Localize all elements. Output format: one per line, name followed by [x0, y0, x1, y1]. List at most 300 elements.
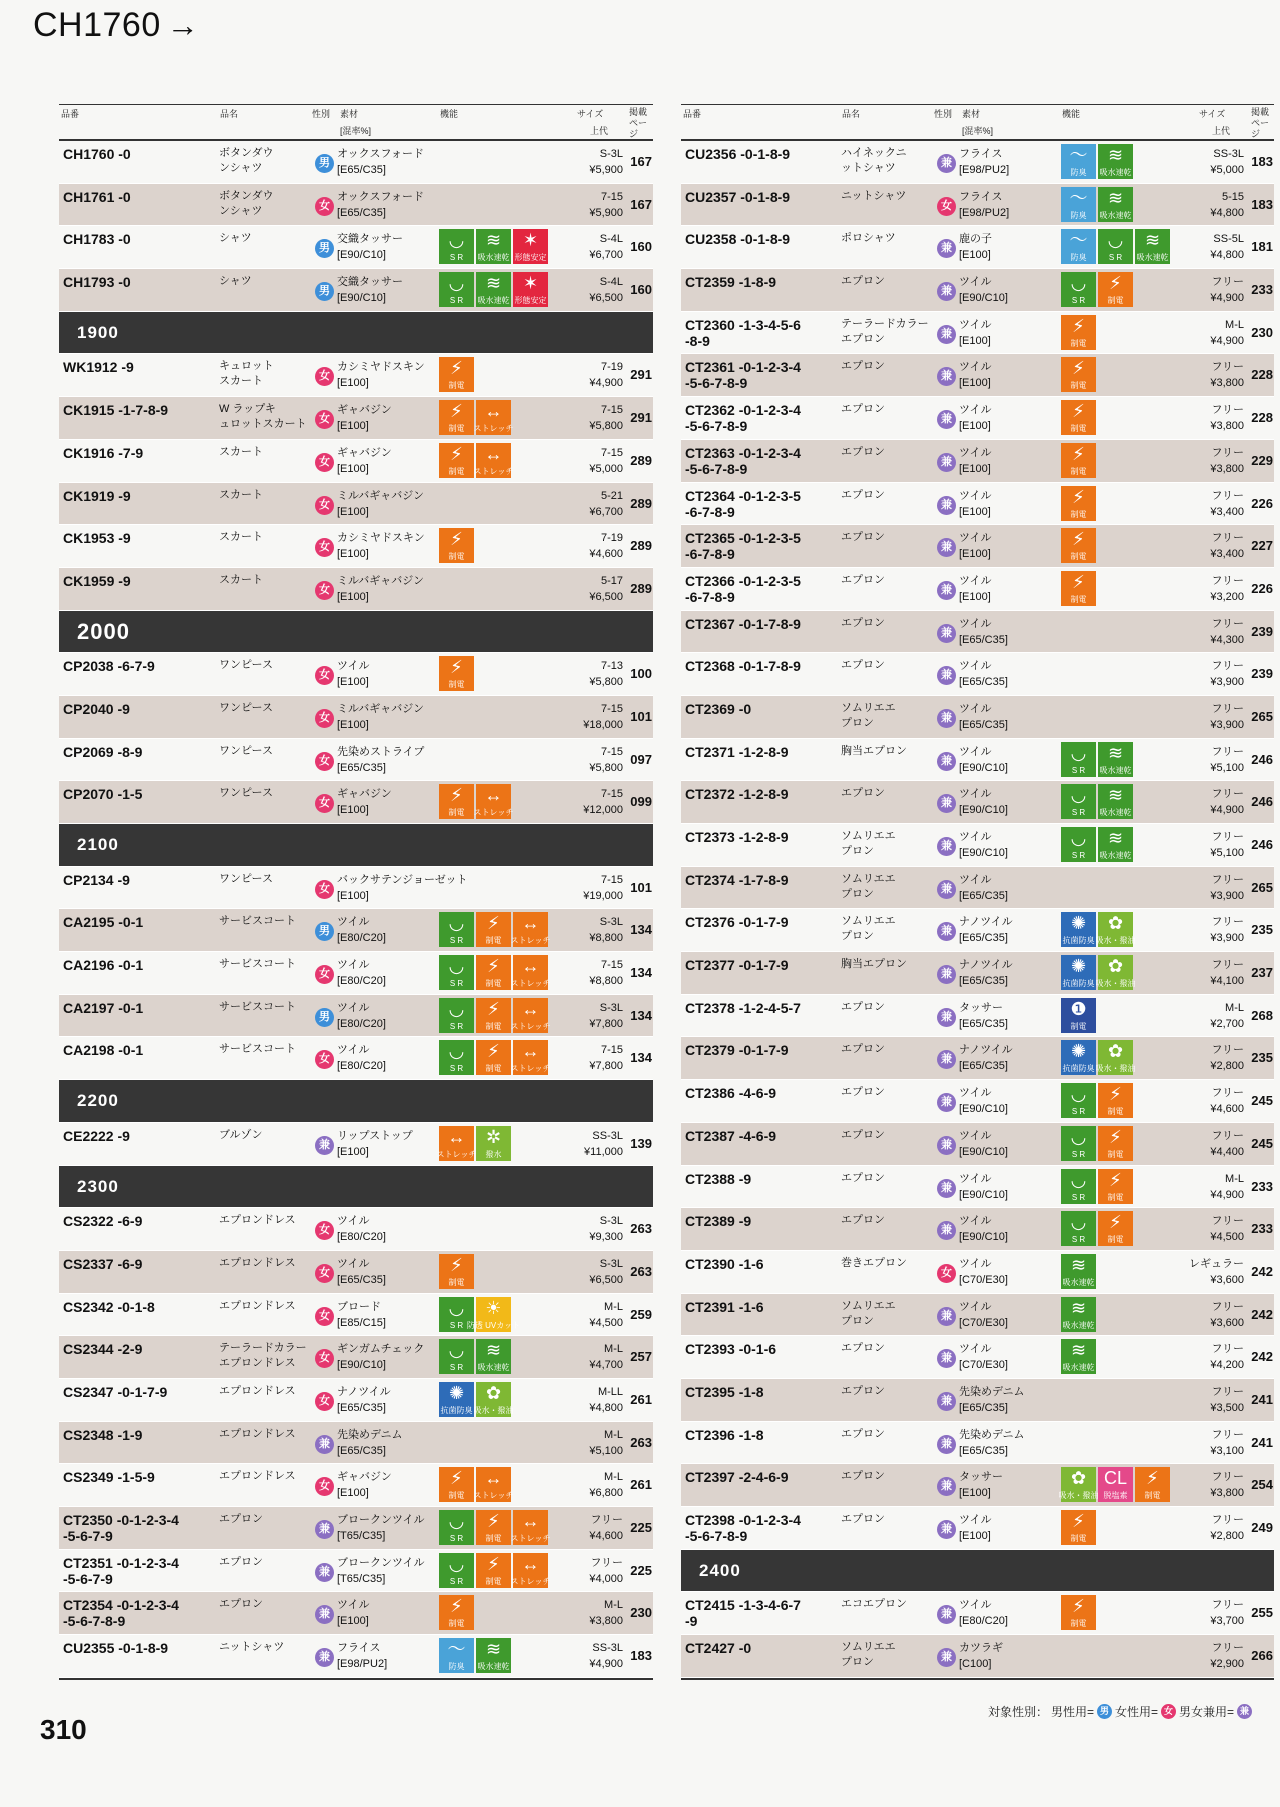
material: ツイル [E90/C10]	[959, 831, 1008, 859]
function-sr-icon	[1061, 827, 1096, 862]
product-code: CT2350 -0-1-2-3-4 -5-6-7-9	[63, 1512, 179, 1544]
unisex-icon: 兼	[937, 1520, 956, 1539]
icon-label: 吸水速乾	[1136, 253, 1169, 263]
table-row	[681, 184, 1274, 227]
catalog-page: 229	[1251, 452, 1273, 468]
function-sd-icon	[476, 1510, 511, 1545]
icon-symbol: ◡	[448, 956, 465, 977]
table-row	[681, 611, 1274, 654]
product-name: エプロン	[841, 531, 885, 544]
icon-symbol: ◡	[1107, 230, 1124, 251]
gender-badge	[315, 495, 334, 515]
size-price: 5-17 ¥6,500	[589, 574, 623, 603]
icon-symbol: ⚡	[1109, 1169, 1122, 1190]
size-price: フリー ¥3,900	[1210, 873, 1244, 902]
gender-badge	[937, 452, 956, 472]
size-price: フリー ¥2,800	[1210, 1514, 1244, 1542]
icon-symbol: ≋	[1107, 828, 1124, 848]
legend-label: 対象性別：	[987, 1705, 1048, 1719]
material: ツイル [E90/C10]	[959, 276, 1008, 305]
product-name: エプロン	[841, 1214, 885, 1227]
function-st-icon	[510, 912, 551, 947]
product-name: エプロン	[841, 403, 885, 416]
product-name: エプロン	[841, 1342, 885, 1355]
icon-symbol: ✿	[485, 1382, 502, 1403]
header-size: サイズ	[1199, 109, 1226, 119]
product-code: CT2391 -1-6	[685, 1298, 764, 1315]
table-row	[59, 1123, 653, 1166]
unisex-icon: 兼	[937, 1392, 956, 1411]
unisex-icon: 兼	[937, 410, 956, 429]
icon-label: S R	[1071, 1107, 1086, 1117]
function-st-icon	[510, 998, 551, 1033]
material: ツイル [E100]	[959, 361, 992, 390]
size-price: M-L ¥5,100	[589, 1428, 623, 1457]
size-price: フリー ¥4,100	[1210, 959, 1244, 988]
table-row	[59, 440, 653, 483]
table-row	[59, 867, 653, 910]
icon-symbol: ◡	[448, 1511, 465, 1531]
icon-label: 制電	[1070, 466, 1087, 476]
icon-label: ストレッチ	[510, 1064, 551, 1074]
icon-label: 抗菌防臭	[1062, 936, 1095, 946]
material: ツイル [E100]	[959, 1514, 992, 1542]
icon-label: 制電	[485, 1021, 502, 1031]
icon-symbol: ≋	[1107, 145, 1124, 165]
size-price: フリー ¥3,900	[1210, 660, 1244, 689]
size-price: 7-15 ¥5,000	[589, 446, 623, 475]
unisex-icon: 兼	[315, 1520, 334, 1539]
material: 鹿の子 [E100]	[959, 233, 992, 262]
material: オックスフォード [E65/C35]	[337, 148, 425, 176]
catalog-page: 160	[630, 239, 652, 255]
female-icon: 女	[315, 752, 334, 771]
icon-symbol: ✿	[1070, 1468, 1087, 1489]
icon-symbol: ✲	[485, 1126, 502, 1147]
function-st-icon	[510, 1510, 551, 1545]
table-row	[59, 1336, 653, 1379]
header-name: 品名	[842, 109, 861, 119]
product-code: CT2427 -0	[685, 1640, 752, 1657]
size-price: 7-15 ¥5,800	[589, 745, 623, 774]
size-price: 7-15 ¥5,800	[589, 404, 623, 433]
header-price: 上代	[1212, 126, 1231, 136]
header-function: 機能	[1062, 109, 1081, 119]
table-row	[59, 184, 653, 227]
gender-badge	[315, 879, 334, 899]
icon-label: 制電	[1070, 509, 1087, 519]
material: タッサー [E100]	[959, 1471, 1003, 1500]
material: ツイル [E100]	[959, 489, 992, 518]
icon-label: S R	[449, 1064, 464, 1074]
function-ky-icon	[1098, 187, 1133, 222]
unisex-icon: 兼	[937, 538, 956, 557]
catalog-table-right	[681, 104, 1274, 1680]
function-icons	[439, 229, 548, 264]
page-number: 310	[40, 1714, 87, 1745]
gender-badge	[315, 1476, 334, 1496]
function-sd-icon	[476, 1553, 511, 1588]
product-code: CT2396 -1-8	[685, 1426, 764, 1443]
function-sr-icon	[1061, 742, 1096, 777]
icon-label: 制電	[485, 936, 502, 946]
function-sd-icon	[439, 1254, 474, 1289]
function-bs-icon	[439, 1638, 474, 1673]
material: ナノツイル [E65/C35]	[959, 959, 1013, 988]
icon-label: 制電	[1070, 1619, 1087, 1629]
product-code: CS2347 -0-1-7-9	[63, 1383, 168, 1400]
gender-badge	[937, 1263, 956, 1283]
icon-symbol: ↔	[521, 1553, 540, 1574]
table-row	[59, 1379, 653, 1422]
function-icons	[439, 998, 551, 1033]
material: ツイル [E80/C20]	[337, 1001, 386, 1030]
icon-symbol: ⚡	[487, 998, 500, 1019]
material: ブロークンツイル [T65/C35]	[337, 1556, 425, 1585]
gender-badge	[315, 409, 334, 429]
unisex-icon: 兼	[937, 367, 956, 386]
function-icons	[1058, 1467, 1170, 1502]
function-sd-icon	[439, 784, 474, 819]
product-name: ワンピース	[219, 787, 274, 800]
product-code: CT2365 -0-1-2-3-5 -6-7-8-9	[685, 530, 801, 563]
catalog-page: 134	[630, 922, 652, 938]
icon-symbol: ⚡	[450, 1596, 463, 1617]
function-bs-icon	[1061, 229, 1096, 264]
header-page: 掲載ページ	[629, 107, 648, 139]
catalog-page: 246	[1251, 837, 1273, 852]
catalog-page: 235	[1251, 1050, 1273, 1066]
icon-symbol: ≋	[1144, 230, 1161, 251]
product-code: WK1912 -9	[63, 359, 134, 376]
size-price: SS-3L ¥5,000	[1210, 148, 1244, 176]
size-price: フリー ¥3,200	[1210, 574, 1244, 603]
icon-symbol: ◡	[448, 913, 465, 934]
product-name: スカート	[219, 531, 263, 544]
unisex-icon: 兼	[315, 1435, 334, 1454]
table-row	[681, 1422, 1274, 1465]
catalog-page: 263	[630, 1221, 652, 1237]
icon-label: ストレッチ	[510, 936, 551, 946]
gender-badge	[315, 238, 334, 258]
icon-symbol: ↔	[484, 443, 503, 464]
product-code: CP2069 -8-9	[63, 743, 143, 760]
icon-label: S R	[1071, 765, 1086, 775]
gender-badge	[937, 196, 956, 216]
product-code: CT2371 -1-2-8-9	[685, 743, 789, 760]
icon-symbol: ◡	[1070, 273, 1087, 294]
gender-badge	[315, 1049, 334, 1069]
icon-symbol: 〜	[447, 1639, 466, 1660]
catalog-page: 230	[1251, 324, 1273, 340]
size-price: M-L ¥4,500	[589, 1300, 623, 1329]
product-name: 胸当エプロン	[841, 744, 907, 757]
icon-symbol: ⚡	[450, 443, 463, 464]
table-row	[681, 1251, 1274, 1294]
icon-symbol: ≋	[1070, 1297, 1087, 1318]
product-name: エプロン	[841, 360, 885, 373]
icon-symbol: ⚡	[450, 358, 463, 379]
product-code: CE2222 -9	[63, 1127, 130, 1144]
size-price: 7-19 ¥4,900	[589, 361, 623, 390]
function-sd-icon	[439, 400, 474, 435]
table-row	[59, 568, 653, 611]
function-icons	[439, 400, 514, 435]
unisex-icon: 兼	[937, 581, 956, 600]
icon-symbol: ◡	[1070, 785, 1087, 806]
function-icons	[1061, 1169, 1133, 1204]
function-icons	[1061, 357, 1096, 392]
icon-label: S R	[449, 1320, 464, 1330]
table-row	[681, 1123, 1274, 1166]
function-bu-icon	[466, 1297, 521, 1332]
catalog-page: 228	[1251, 367, 1273, 383]
icon-symbol: ⚡	[1072, 529, 1085, 550]
material: ツイル [C70/E30]	[959, 1343, 1008, 1372]
catalog-page: 099	[630, 794, 652, 810]
product-code: CH1793 -0	[63, 274, 131, 291]
size-price: S-4L ¥6,500	[589, 276, 623, 305]
product-code: CT2360 -1-3-4-5-6 -8-9	[685, 316, 801, 349]
icon-label: ストレッチ	[473, 1491, 514, 1501]
icon-label: S R	[449, 979, 464, 989]
product-name: エプロンドレス	[219, 1256, 296, 1269]
unisex-icon: 兼	[937, 1050, 956, 1069]
icon-label: S R	[449, 253, 464, 263]
header-mix: [混率%]	[962, 126, 994, 136]
gender-badge	[937, 366, 956, 386]
material: ツイル [C70/E30]	[959, 1300, 1008, 1329]
product-name: シャツ	[219, 275, 252, 288]
catalog-table-left	[59, 104, 653, 1680]
catalog-page: 241	[1251, 1434, 1273, 1450]
icon-label: ストレッチ	[473, 466, 514, 476]
product-code: CT2364 -0-1-2-3-5 -6-7-8-9	[685, 487, 801, 520]
product-name: ワンピース	[219, 744, 274, 757]
product-code: CK1953 -9	[63, 530, 131, 547]
size-price: フリー ¥3,400	[1210, 532, 1244, 561]
icon-symbol: CL	[1103, 1468, 1127, 1489]
icon-label: ストレッチ	[510, 1534, 551, 1543]
material: フライス [E98/PU2]	[337, 1642, 388, 1671]
size-price: M-L ¥4,900	[1210, 318, 1244, 347]
header-mix: [混率%]	[340, 126, 372, 136]
size-price: M-LL ¥4,800	[589, 1385, 623, 1414]
function-sr-icon	[439, 998, 474, 1033]
product-name: ワンピース	[219, 872, 274, 885]
icon-symbol: ◡	[448, 1553, 465, 1574]
rows-left	[59, 141, 653, 1678]
function-sd-icon	[1061, 486, 1096, 521]
size-price: 5-21 ¥6,700	[589, 489, 623, 518]
icon-symbol: ✺	[1070, 1041, 1087, 1062]
catalog-page: 097	[630, 751, 652, 767]
icon-symbol: ≋	[1107, 742, 1124, 763]
male-icon: 男	[315, 282, 334, 301]
icon-symbol: ⚡	[1109, 1084, 1122, 1105]
size-price: フリー ¥3,800	[1210, 446, 1244, 475]
section-header: 2100	[59, 824, 653, 867]
table-row	[681, 824, 1274, 867]
icon-symbol: ⚡	[1072, 571, 1085, 592]
icon-label: 制電	[1070, 338, 1087, 348]
catalog-page: 228	[1251, 410, 1273, 426]
icon-label: 制電	[1070, 1534, 1087, 1543]
icon-symbol: ≋	[1070, 1340, 1087, 1361]
material: リップストップ [E100]	[337, 1129, 413, 1158]
product-code: CT2387 -4-6-9	[685, 1127, 777, 1144]
icon-label: ストレッチ	[510, 1576, 551, 1586]
product-code: CA2198 -0-1	[63, 1042, 144, 1059]
function-sr-icon	[1098, 229, 1133, 264]
icon-symbol: ◡	[1070, 828, 1087, 848]
table-row	[59, 226, 653, 269]
icon-symbol: 〜	[1069, 145, 1088, 165]
size-price: S-3L ¥6,500	[589, 1257, 623, 1286]
table-row	[681, 1464, 1274, 1507]
icon-label: 防透 UVカット	[466, 1320, 521, 1330]
product-name: ソムリエエ プロン	[841, 701, 896, 729]
product-code: CT2369 -0	[685, 700, 752, 717]
icon-label: 制電	[448, 424, 465, 434]
function-sd-icon	[1061, 357, 1096, 392]
material: タッサー [E65/C35]	[959, 1001, 1008, 1030]
gender-badge	[315, 793, 334, 813]
icon-label: ストレッチ	[510, 1021, 551, 1031]
function-ky-icon	[1061, 1297, 1096, 1332]
size-price: SS-3L ¥4,900	[589, 1642, 623, 1671]
icon-label: 制電	[448, 1491, 465, 1501]
function-ky-icon	[476, 1339, 511, 1374]
function-sr-icon	[439, 955, 474, 990]
icon-symbol: ⚡	[1072, 443, 1085, 464]
product-code: CT2374 -1-7-8-9	[685, 871, 789, 888]
icon-label: 撥水	[485, 1149, 502, 1159]
table-row	[681, 696, 1274, 739]
function-kh-icon	[1095, 955, 1136, 990]
header-name: 品名	[220, 109, 239, 119]
function-icons	[439, 1297, 521, 1332]
material: ツイル [E90/C10]	[959, 1087, 1008, 1116]
function-bs-icon	[1061, 144, 1096, 179]
product-code: CA2196 -0-1	[63, 957, 144, 974]
function-sd-icon	[439, 1595, 474, 1630]
icon-label: 制電	[1144, 1491, 1161, 1501]
icon-symbol: ✶	[522, 230, 539, 251]
material: ツイル [E65/C35]	[959, 873, 1008, 902]
female-icon: 女	[315, 1050, 334, 1069]
catalog-page: 230	[630, 1605, 652, 1621]
catalog-page: 291	[630, 367, 652, 383]
size-price: フリー ¥4,000	[589, 1556, 623, 1585]
icon-symbol: ◡	[448, 1340, 465, 1361]
icon-label: 制電	[1070, 381, 1087, 391]
product-name: エプロン	[841, 1470, 885, 1483]
female-icon: 女	[1161, 1704, 1176, 1719]
product-code: CP2038 -6-7-9	[63, 658, 155, 675]
icon-symbol: ☀	[485, 1297, 502, 1318]
material: ギンガムチェック [E90/C10]	[337, 1343, 425, 1372]
icon-symbol: ↔	[484, 785, 503, 806]
function-sd-icon	[439, 357, 474, 392]
icon-label: 吸水・撥油	[473, 1405, 514, 1415]
size-price: フリー ¥4,500	[1210, 1215, 1244, 1244]
function-icons	[439, 1382, 514, 1417]
size-price: フリー ¥5,100	[1210, 831, 1244, 859]
function-icons	[1061, 1254, 1096, 1289]
icon-symbol: ◡	[448, 273, 465, 294]
unisex-icon: 兼	[937, 154, 956, 173]
unisex-icon: 兼	[937, 666, 956, 685]
size-price: S-3L ¥5,900	[589, 148, 623, 176]
material: ツイル [E100]	[959, 446, 992, 475]
material: ナノツイル [E65/C35]	[959, 1044, 1013, 1073]
icon-label: 吸水速乾	[1099, 210, 1132, 220]
product-code: CU2357 -0-1-8-9	[685, 188, 791, 205]
product-name: ボタンダウ ンシャツ	[219, 147, 274, 174]
function-icons	[439, 1467, 514, 1502]
table-row	[681, 867, 1274, 910]
table-row	[681, 1080, 1274, 1123]
icon-label: 吸水速乾	[1062, 1363, 1095, 1373]
gender-badge	[937, 281, 956, 301]
table-row	[681, 440, 1274, 483]
icon-symbol: ◡	[448, 998, 465, 1019]
icon-symbol: ✿	[1107, 1041, 1124, 1062]
female-icon: 女	[315, 1349, 334, 1368]
legend-unisex-label: 男女兼用=	[1178, 1705, 1234, 1719]
function-sd-icon	[1098, 1211, 1133, 1246]
function-icons	[1061, 827, 1133, 862]
material: 交織タッサー [E90/C10]	[337, 276, 403, 305]
icon-symbol: ⚡	[450, 529, 463, 550]
material: ツイル [E80/C20]	[337, 1044, 386, 1073]
gender-badge	[315, 1263, 334, 1283]
icon-label: S R	[1071, 851, 1086, 860]
size-price: フリー ¥2,800	[1210, 1044, 1244, 1073]
icon-symbol: ◡	[448, 230, 465, 251]
legend-female-label: 女性用=	[1114, 1705, 1158, 1719]
gender-badge	[937, 751, 956, 771]
table-row	[681, 952, 1274, 995]
size-price: フリー ¥4,600	[1210, 1087, 1244, 1116]
gender-badge	[937, 1178, 956, 1198]
catalog-page: 239	[1251, 623, 1273, 639]
header-code: 品番	[683, 109, 702, 119]
function-st-icon	[473, 1467, 514, 1502]
function-icons	[1061, 571, 1096, 606]
gender-badge	[937, 580, 956, 600]
gender-badge	[315, 1348, 334, 1368]
function-sd-icon	[476, 1040, 511, 1075]
function-icons	[439, 528, 474, 563]
gender-badge	[937, 879, 956, 899]
gender-badge	[937, 1391, 956, 1411]
page-title: CH1760 →	[33, 6, 200, 44]
function-sr-icon	[439, 1040, 474, 1075]
product-name: 胸当エプロン	[841, 958, 907, 971]
material: ツイル [E100]	[337, 1599, 370, 1628]
product-name: エプロンドレス	[219, 1427, 296, 1440]
function-ky-icon	[476, 229, 511, 264]
catalog-page: 246	[1251, 751, 1273, 767]
icon-symbol: ≋	[485, 1340, 502, 1361]
function-sd-icon	[1061, 528, 1096, 563]
icon-symbol: ⚡	[487, 1041, 500, 1062]
icon-label: ストレッチ	[436, 1149, 477, 1159]
catalog-page: 246	[1251, 794, 1273, 810]
product-name: ボタンダウ ンシャツ	[219, 189, 274, 217]
